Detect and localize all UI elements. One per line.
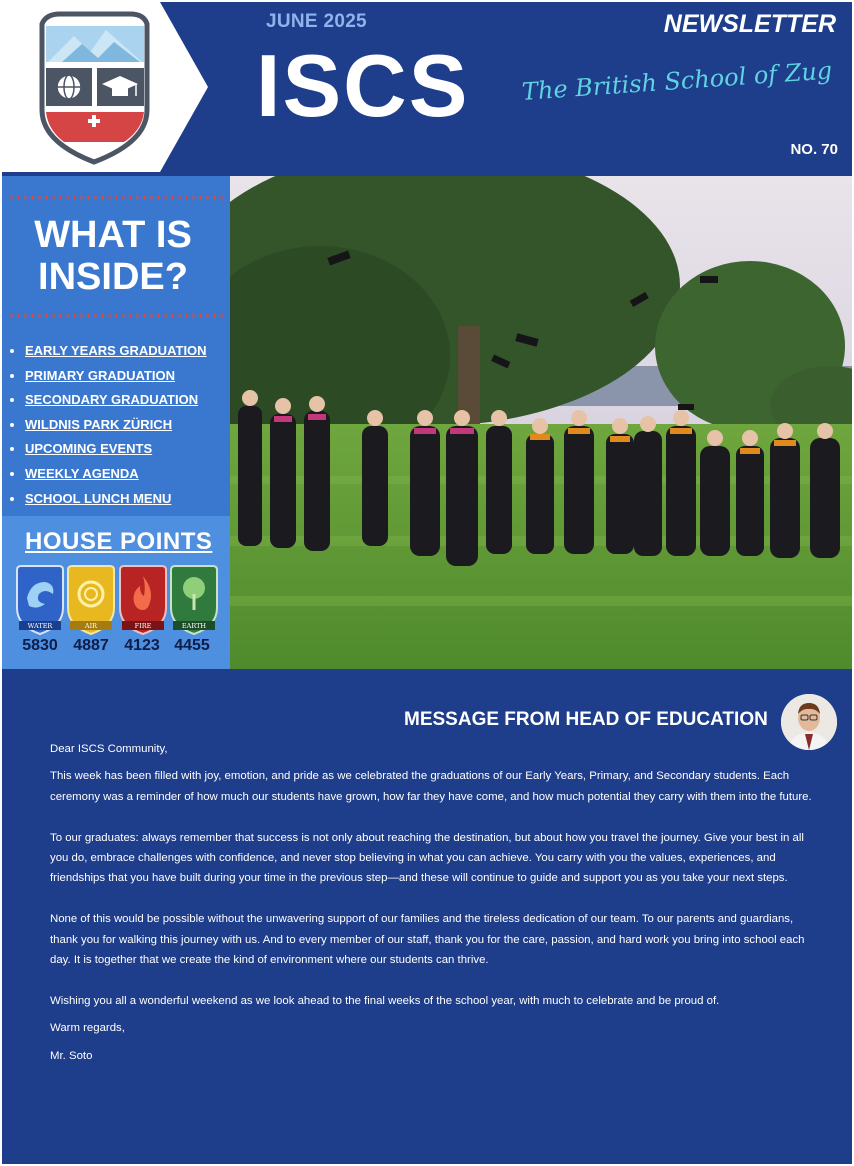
contents-sidebar: [2, 176, 230, 669]
house-points-fire: 4123: [124, 637, 160, 654]
house-name: AIR: [84, 622, 98, 630]
link-school-lunch-menu[interactable]: SCHOOL LUNCH MENU: [25, 490, 172, 506]
link-weekly-agenda[interactable]: WEEKLY AGENDA: [25, 465, 139, 481]
school-name: ISCS: [256, 36, 470, 135]
house-air: [66, 564, 116, 640]
link-early-years-graduation[interactable]: EARLY YEARS GRADUATION: [25, 343, 207, 358]
contents-item: [8, 490, 207, 515]
contents-item: [8, 342, 207, 367]
link-upcoming-events[interactable]: UPCOMING EVENTS: [25, 441, 153, 457]
fire-crest-icon: [118, 564, 168, 636]
house-points-title: HOUSE POINTS: [25, 528, 213, 555]
issue-number: NO. 70: [790, 141, 838, 158]
message-paragraph: To our graduates: always remember that success is not only about reaching the destination, but about how you travel the journey. Give your best in all you do, embrace challenges with confidence, and never stop believing in what you can achieve. You carry with you the values, experiences, and friendships that you have built during your time in the previous step—and these will continue to guide and support you as you take your next steps.: [50, 831, 804, 885]
contents-item: [8, 440, 207, 465]
contents-item: [8, 416, 207, 441]
graduation-photo: [230, 176, 852, 669]
message-paragraph: This week has been filled with joy, emotion, and pride as we celebrated the graduations of our Early Years, Primary, and Secondary students. Each ceremony was a reminder of how much our students have grown, how far they have come, and how much potential they carry with them into the future.: [50, 770, 812, 803]
house-fire: [118, 564, 168, 640]
dotted-divider: [8, 314, 224, 317]
house-name: WATER: [27, 622, 53, 630]
graduation-cap-icon: [97, 68, 144, 106]
contents-heading-line2: INSIDE?: [38, 256, 188, 298]
header: [2, 2, 852, 172]
house-earth: [169, 564, 219, 640]
contents-item: [8, 391, 207, 416]
school-logo: [2, 2, 208, 172]
contents-item: [8, 465, 207, 490]
dotted-divider: [8, 196, 224, 199]
contents-item: [8, 367, 207, 392]
mountains-icon: [46, 26, 144, 62]
house-points-water: 5830: [22, 637, 58, 654]
house-points-air: 4887: [73, 637, 109, 654]
water-crest-icon: [15, 564, 65, 636]
air-crest-icon: [66, 564, 116, 636]
house-name: EARTH: [181, 622, 207, 630]
newsletter-page: [2, 2, 852, 1164]
newsletter-label: NEWSLETTER: [663, 10, 836, 38]
link-wildnis-park[interactable]: WILDNIS PARK ZÜRICH: [25, 416, 173, 432]
issue-date: JUNE 2025: [266, 11, 367, 32]
message-body: [50, 739, 815, 1073]
link-primary-graduation[interactable]: PRIMARY GRADUATION: [25, 367, 175, 383]
house-points-earth: 4455: [174, 637, 210, 654]
contents-heading: [2, 214, 224, 298]
swiss-cross-icon: [46, 112, 144, 142]
message-paragraph: Wishing you all a wonderful weekend as we look ahead to the final weeks of the school year, with much to celebrate and be proud of.: [50, 994, 720, 1007]
house-points-panel: [2, 516, 230, 669]
message-paragraph: None of this would be possible without the unwavering support of our families and the tireless dedication of our team. To our parents and guardians, thank you for walking this journey with us. And to every member of our staff, thank you for the care, passion, and hard work you bring into school each day. It is together that we create the kind of environment where our students can thrive.: [50, 913, 805, 967]
signature: Mr. Soto: [50, 1049, 93, 1062]
closing: Warm regards,: [50, 1022, 125, 1035]
contents-list: [8, 342, 207, 514]
earth-crest-icon: [169, 564, 219, 636]
school-tagline: The British School of Zug: [521, 56, 834, 106]
salutation: Dear ISCS Community,: [50, 743, 168, 755]
link-secondary-graduation[interactable]: SECONDARY GRADUATION: [25, 392, 199, 408]
message-title: MESSAGE FROM HEAD OF EDUCATION: [404, 709, 768, 730]
globe-icon: [46, 68, 92, 106]
house-water: [15, 564, 65, 640]
house-name: FIRE: [134, 622, 152, 630]
contents-heading-line1: WHAT IS: [34, 214, 192, 256]
